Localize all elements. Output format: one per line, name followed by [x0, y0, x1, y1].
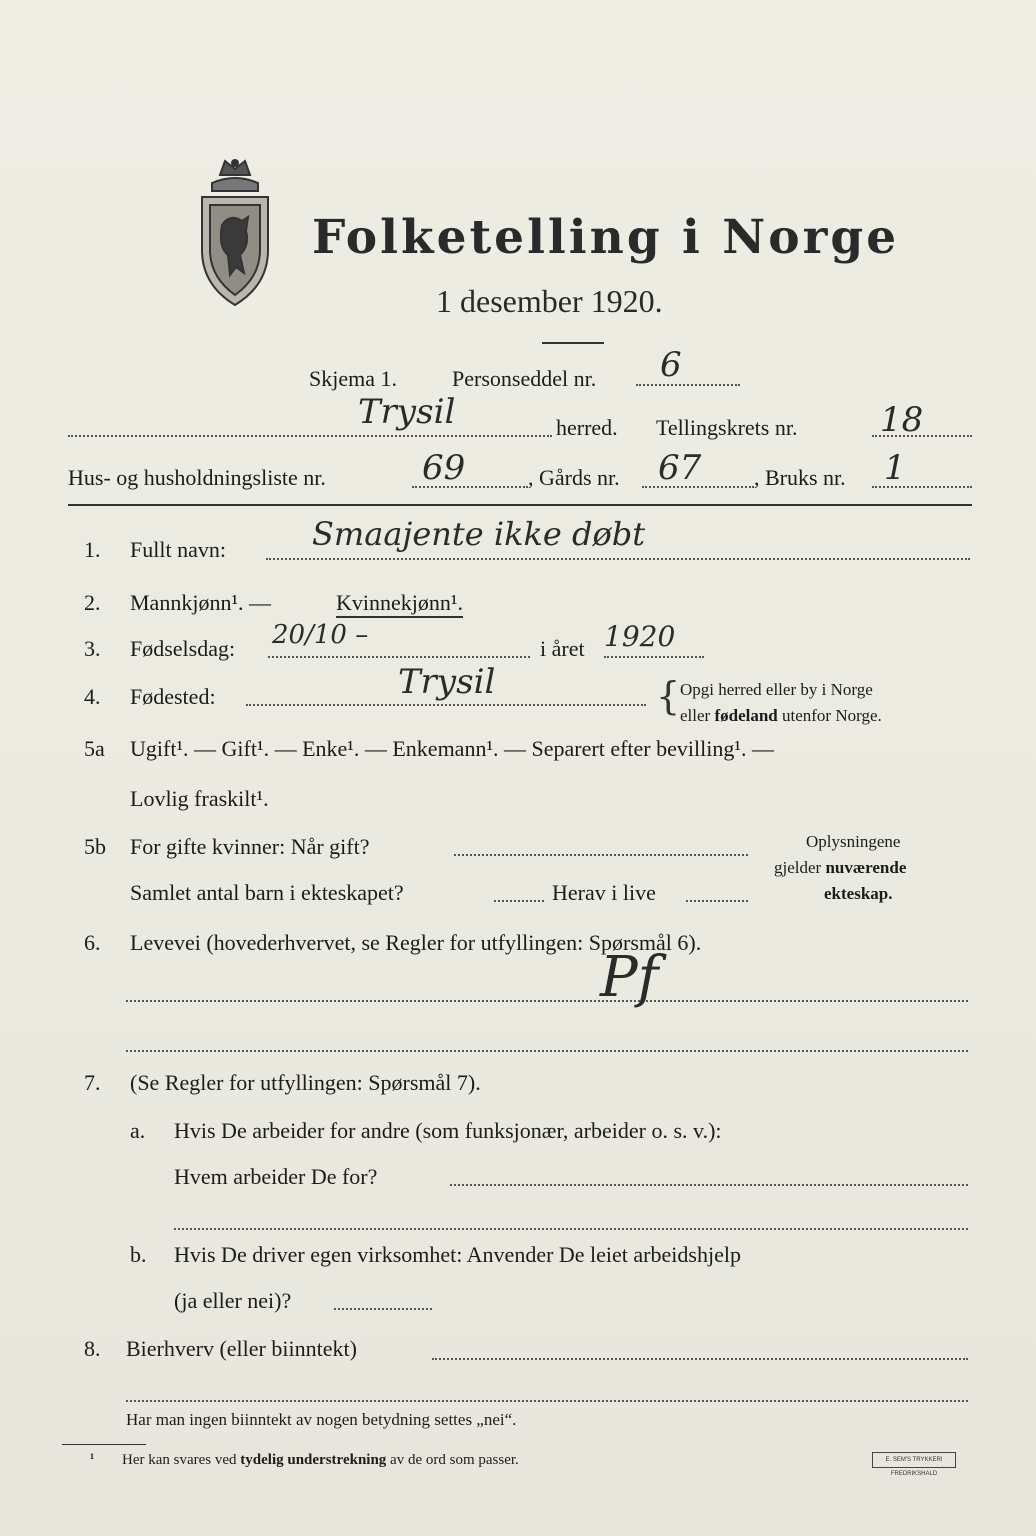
q3-number: 3.: [84, 636, 101, 661]
page-title: Folketelling i Norge: [312, 210, 900, 265]
q4-number: 4.: [84, 684, 101, 709]
birthplace-field[interactable]: [246, 704, 646, 706]
q6-number: 6.: [84, 930, 101, 955]
q7b-line1: Hvis De driver egen virksomhet: Anvender De leiet arbeidshjelp: [174, 1242, 741, 1267]
farm-value: 67: [658, 448, 702, 488]
q5b-note2: [774, 858, 906, 878]
q6-label: Levevei (hovederhvervet, se Regler for utfyllingen: Spørsmål 6).: [130, 930, 702, 955]
q7b-line2: (ja eller nei)?: [174, 1288, 292, 1313]
birthplace-value: Trysil: [398, 662, 496, 702]
year-field[interactable]: [604, 656, 704, 658]
occupation-value: Pf: [600, 945, 659, 1010]
q7a-line1: Hvis De arbeider for andre (som funksjonær, arbeider o. s. v.):: [174, 1118, 722, 1143]
municipality-field[interactable]: [68, 435, 552, 437]
q1-label: Fullt navn:: [130, 537, 226, 562]
divider: [542, 342, 604, 344]
q4-note-line2-bold: fødeland: [714, 706, 778, 725]
q5b-note2-b: nuværende: [825, 858, 907, 877]
person-slip-value: 6: [660, 345, 682, 385]
alive-field[interactable]: [686, 900, 748, 902]
q4-note-line2-b: utenfor Norge.: [782, 706, 882, 725]
footnote-a: Her kan svares ved: [122, 1452, 237, 1468]
footnote-bold: tydelig understrekning: [240, 1452, 387, 1468]
person-slip-field[interactable]: [636, 384, 740, 386]
footnote-text: [122, 1452, 519, 1469]
q4-note-line2-a: eller: [680, 706, 711, 725]
household-value: 69: [422, 448, 466, 488]
q1-number: 1.: [84, 537, 101, 562]
year-value: 1920: [604, 620, 676, 653]
census-date: 1 desember 1920.: [436, 283, 663, 319]
municipality-value: Trysil: [358, 392, 456, 432]
divorced-option[interactable]: Lovlig fraskilt¹.: [130, 786, 269, 811]
birthdate-value: 20/10 –: [272, 620, 369, 650]
side-income-field-1[interactable]: [432, 1358, 968, 1360]
q5a-number: 5a: [84, 736, 105, 761]
q5b-children-label: Samlet antal barn i ekteskapet?: [130, 880, 404, 905]
q2-male-option[interactable]: Mannkjønn¹. —: [130, 590, 272, 615]
q2-number: 2.: [84, 590, 101, 615]
employer-field-1[interactable]: [450, 1184, 968, 1186]
header-divider: [68, 504, 972, 506]
printer-stamp: E. SEM'S TRYKKERI FREDRIKSHALD: [872, 1452, 956, 1468]
q5b-alive-label: Herav i live: [552, 880, 656, 905]
municipality-label: herred.: [556, 415, 618, 440]
q5b-line1: For gifte kvinner: Når gift?: [130, 834, 370, 859]
footer-note: Har man ingen biinntekt av nogen betydning settes „nei“.: [126, 1410, 517, 1429]
footnote-b: av de ord som passer.: [390, 1452, 519, 1468]
brace: {: [656, 674, 681, 718]
q7-number: 7.: [84, 1070, 101, 1095]
employer-field-2[interactable]: [174, 1228, 968, 1230]
bruk-label: , Bruks nr.: [754, 465, 846, 490]
q4-note-line1: Opgi herred eller by i Norge: [680, 680, 873, 699]
q7a-line2: Hvem arbeider De for?: [174, 1164, 378, 1189]
footnote-mark: ¹: [90, 1452, 95, 1467]
farm-label: , Gårds nr.: [528, 465, 620, 490]
year-label: i året: [540, 636, 585, 661]
schema-label: Skjema 1.: [309, 366, 397, 391]
q8-number: 8.: [84, 1336, 101, 1361]
district-label: Tellingskrets nr.: [656, 415, 798, 440]
q8-label: Bierhverv (eller biinntekt): [126, 1336, 357, 1361]
occupation-field-2[interactable]: [126, 1050, 968, 1052]
district-value: 18: [880, 400, 924, 440]
q5b-note3: ekteskap.: [824, 884, 893, 903]
q2-female-option[interactable]: Kvinnekjønn¹.: [336, 590, 463, 618]
hired-help-field[interactable]: [334, 1308, 432, 1310]
q7-label: (Se Regler for utfyllingen: Spørsmål 7).: [130, 1070, 481, 1095]
q5b-note2-a: gjelder: [774, 858, 822, 877]
occupation-field-1[interactable]: [126, 1000, 968, 1002]
coat-of-arms-icon: [190, 155, 280, 310]
full-name-field[interactable]: [266, 558, 970, 560]
children-field[interactable]: [494, 900, 544, 902]
bruk-value: 1: [884, 448, 906, 488]
full-name-value: Smaajente ikke døbt: [312, 515, 646, 553]
side-income-field-2[interactable]: [126, 1400, 968, 1402]
q3-label: Fødselsdag:: [130, 636, 236, 661]
married-when-field[interactable]: [454, 854, 748, 856]
q7b-letter: b.: [130, 1242, 147, 1267]
household-label: Hus- og husholdningsliste nr.: [68, 465, 326, 490]
person-slip-label: Personseddel nr.: [452, 366, 597, 391]
q4-note-line2: [680, 706, 882, 726]
birthdate-field[interactable]: [268, 656, 530, 658]
q5b-note1: Oplysningene: [806, 832, 901, 851]
q5b-number: 5b: [84, 834, 106, 859]
footnote-divider: [62, 1444, 146, 1445]
marital-options[interactable]: Ugift¹. — Gift¹. — Enke¹. — Enkemann¹. — Separert efter bevilling¹. —: [130, 736, 774, 761]
q7a-letter: a.: [130, 1118, 146, 1143]
q4-label: Fødested:: [130, 684, 216, 709]
